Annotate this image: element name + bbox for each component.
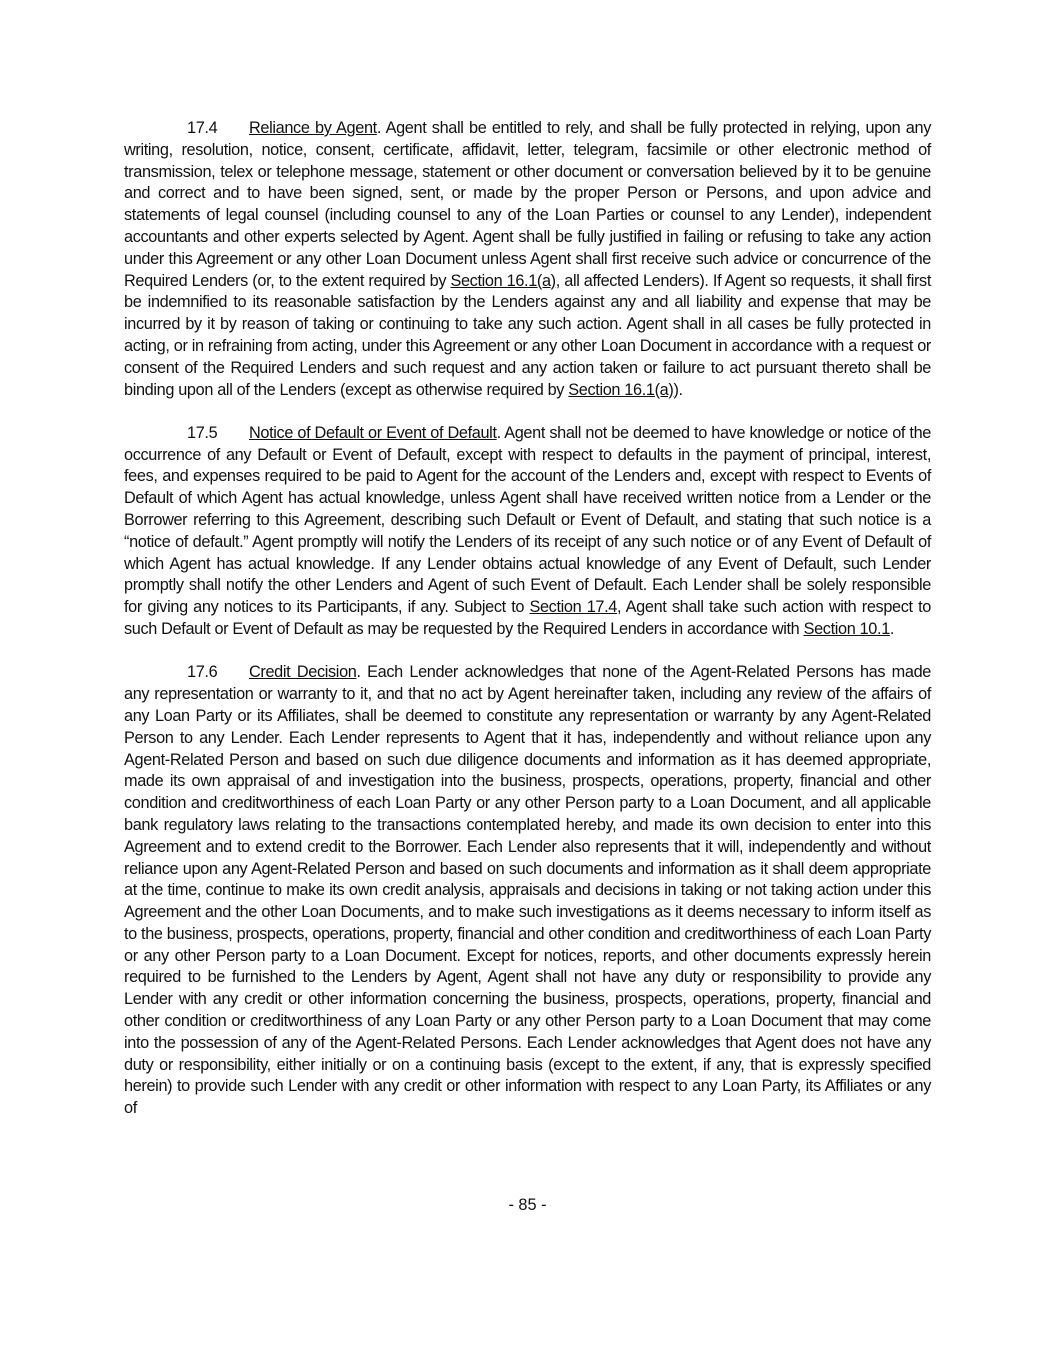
section-number: 17.6 [187, 663, 218, 682]
section-text: . Agent shall be entitled to rely, and shall be fully protected in relying, upon any writing, resolution, notice, consent, certificate, affidavit, letter, telegram, facsimile or other electronic method of transmission, telex or telephone message, statement or other document or conversation believed by it to be genuine and correct and to have been signed, sent, or made by the proper Person or Persons, and upon advice and statements of legal counsel (including counsel to any of the Loan Parties or counsel to any Lender), independent accountants and other experts selected by Agent. Agent shall be fully justified in failing or refusing to take any action under this Agreement or any other Loan Document unless Agent shall first receive such advice or concurrence of the Required Lenders (or, to the extent required by [124, 119, 931, 290]
section-heading: Notice of Default or Event of Default [249, 423, 497, 442]
cross-reference: Section 16.1(a) [450, 271, 556, 290]
document-page [124, 118, 931, 1142]
section-text: . [889, 620, 895, 639]
page-number: - 85 - [508, 1196, 547, 1214]
section-17-4 [124, 118, 931, 401]
section-text: . Agent shall not be deemed to have knowledge or notice of the occurrence of any Default or Event of Default, except with respect to defaults in the payment of principal, interest, fees, and expenses required to be paid to Agent for the account of the Lenders and, except with respect to Events of Default of which Agent has actual knowledge, unless Agent shall have received written notice from a Lender or the Borrower referring to this Agreement, describing such Default or Event of Default, and stating that such notice is a “notice of default.” Agent promptly will notify the Lenders of its receipt of any such notice or of any Event of Default of which Agent has actual knowledge. If any Lender obtains actual knowledge of any Event of Default, such Lender promptly shall notify the other Lenders and Agent of such Event of Default. Each Lender shall be solely responsible for giving any notices to its Participants, if any. Subject to [124, 423, 931, 617]
section-text: , Agent shall take such action with respect to such Default or Event of Default as may be requested by the Required Lenders in accordance with [124, 598, 931, 639]
section-heading: Credit Decision [249, 663, 357, 682]
cross-reference: Section 16.1(a) [568, 380, 674, 399]
section-17-6 [124, 662, 931, 1120]
section-17-5 [124, 423, 931, 641]
section-text: , all affected Lenders). If Agent so requests, it shall first be indemnified to its reasonable satisfaction by the Lenders against any and all liability and expense that may be incurred by it by reason of taking or continuing to take any such action. Agent shall in all cases be fully protected in acting, or in refraining from acting, under this Agreement or any other Loan Document in accordance with a request or consent of the Required Lenders and such request and any action taken or failure to act pursuant thereto shall be binding upon all of the Lenders (except as otherwise required by [124, 271, 931, 399]
section-number: 17.4 [187, 119, 218, 137]
cross-reference: Section 17.4 [529, 598, 617, 617]
section-text: ). [673, 380, 683, 399]
section-heading: Reliance by Agent [249, 119, 377, 137]
section-text: . Each Lender acknowledges that none of the Agent-Related Persons has made any representation or warranty to it, and that no act by Agent hereinafter taken, including any review of the affairs of any Loan Party or its Affiliates, shall be deemed to constitute any representation or warranty by any Agent-Related Person to any Lender. Each Lender represents to Agent that it has, independently and without reliance upon any Agent-Related Person and based on such due diligence documents and information as it has deemed appropriate, made its own appraisal of and investigation into the business, prospects, operations, property, financial and other condition and creditworthiness of each Loan Party or any other Person party to a Loan Document, and all applicable bank regulatory laws relating to the transactions contemplated hereby, and made its own decision to enter into this Agreement and to extend credit to the Borrower. Each Lender also represents that it will, independently and without reliance upon any Agent-Related Person and based on such documents and information as it shall deem appropriate at the time, continue to make its own credit analysis, appraisals and decisions in taking or not taking action under this Agreement and the other Loan Documents, and to make such investigations as it deems necessary to inform itself as to the business, prospects, operations, property, financial and other condition and creditworthiness of each Loan Party or any other Person party to a Loan Document. Except for notices, reports, and other documents expressly herein required to be furnished to the Lenders by Agent, Agent shall not have any duty or responsibility to provide any Lender with any credit or other information concerning the business, prospects, operations, property, financial and other condition or creditworthiness of any Loan Party or any other Person party to a Loan Document that may come into the possession of any of the Agent-Related Persons. Each Lender acknowledges that Agent does not have any duty or responsibility, either initially or on a continuing basis (except to the extent, if any, that is expressly specified herein) to provide such Lender with any credit or other information with respect to any Loan Party, its Affiliates or any of [124, 663, 931, 1118]
section-number: 17.5 [187, 423, 218, 442]
cross-reference: Section 10.1 [803, 620, 890, 639]
